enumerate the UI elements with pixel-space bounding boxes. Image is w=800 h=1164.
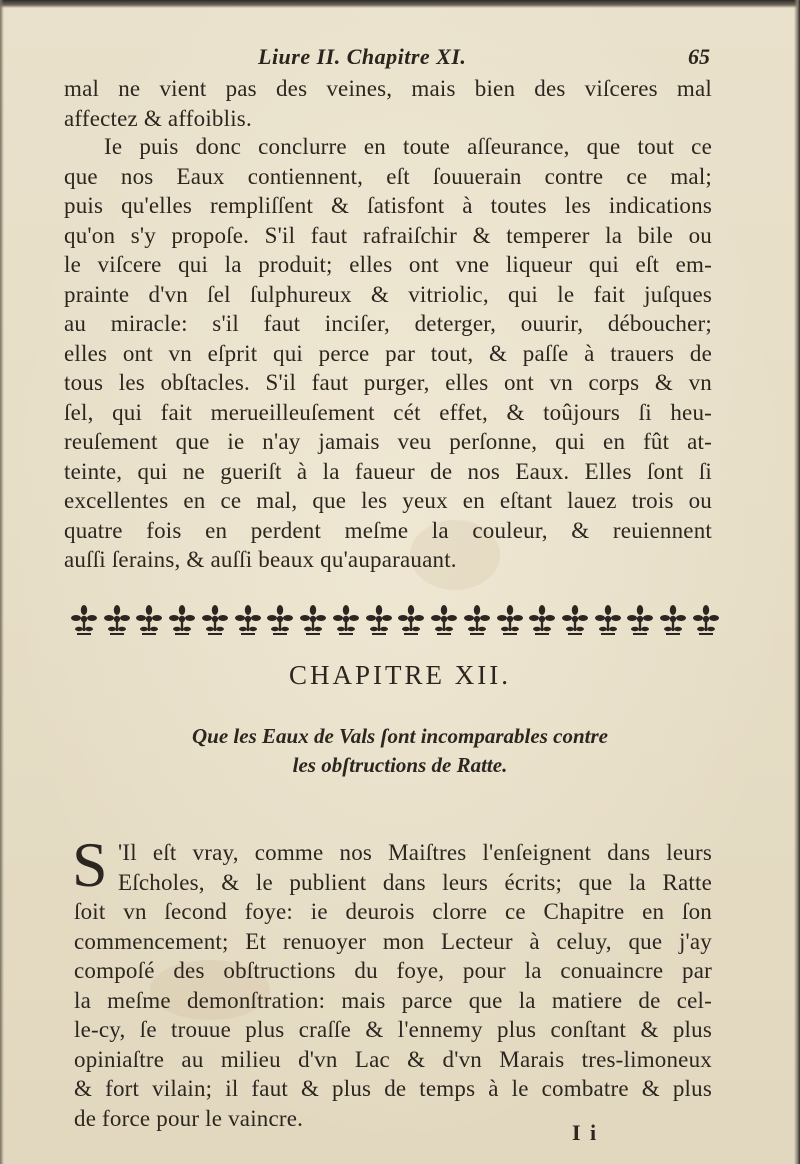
text-line: auſſi ſerains, & auſſi beaux qu'auparauant. — [64, 547, 457, 572]
fleuron-icon — [299, 604, 327, 636]
text-line: commencement; Et renuoyer mon Lecteur à celuy, que j'ay — [74, 928, 712, 954]
page-number: 65 — [688, 44, 710, 69]
fleuron-icon — [626, 604, 654, 636]
text-line: quatre fois en perdent meſme la couleur, & reuiennent — [64, 517, 712, 543]
text-line: 'Il eſt vray, comme nos Maiſtres l'enſeignent dans leurs — [118, 840, 712, 865]
chapter-subtitle-line: les obſtructions de Ratte. — [292, 753, 508, 777]
fleuron-icon — [659, 604, 687, 636]
text-line: que nos Eaux contiennent, eſt ſouuerain contre ce mal; — [64, 163, 712, 189]
paragraph — [64, 132, 712, 575]
drop-cap: S — [72, 829, 108, 900]
text-line: qu'on s'y propoſe. S'il faut rafraiſchir & temperer la bile ou — [64, 222, 712, 248]
text-line: compoſé des obſtructions du foye, pour la conuaincre par — [74, 958, 712, 983]
fleuron-icon — [266, 604, 294, 636]
text-line: opiniaſtre au milieu d'vn Lac & d'vn Marais tres-limoneux — [74, 1046, 712, 1072]
fleuron-icon — [70, 604, 98, 636]
chapter-paragraph — [72, 829, 712, 1133]
fleuron-icon — [430, 604, 458, 636]
fleuron-icon — [692, 604, 720, 636]
text-line: puis qu'elles rempliſſent & ſatisfont à toutes les indications — [64, 193, 712, 218]
fleuron-icon — [528, 604, 556, 636]
text-line: mal ne vient pas des veines, mais bien des viſceres mal — [64, 76, 712, 101]
chapter-subtitle-line: Que les Eaux de Vals ſont incomparables contre — [192, 724, 608, 748]
text-line: & fort vilain; il faut & plus de temps à le combatre & plus — [74, 1076, 712, 1101]
continuation-text — [64, 74, 712, 133]
page-shadow-right — [794, 0, 800, 1164]
fleuron-icon — [234, 604, 262, 636]
text-line: reuſement que ie n'ay jamais veu perſonne, qui en fût at- — [64, 429, 712, 454]
text-line: le viſcere qui la produit; elles ont vne liqueur qui eſt em- — [64, 252, 712, 277]
text-line: ſel, qui fait merueilleuſement cét effet, & toûjours ſi heu- — [64, 399, 712, 425]
text-line: elles ont vn eſprit qui perce par tout, & paſſe à trauers de — [64, 340, 712, 366]
text-line: tous les obſtacles. S'il faut purger, elles ont vn corps & vn — [64, 370, 712, 395]
text-line: au miracle: s'il faut inciſer, deterger, ouurir, déboucher; — [64, 311, 712, 336]
signature-mark: I i — [572, 1120, 599, 1145]
chapter-subtitle — [0, 722, 800, 780]
text-line: la meſme demonſtration: mais parce que la matiere de cel- — [74, 987, 712, 1013]
fleuron-band — [70, 600, 720, 640]
fleuron-icon — [463, 604, 491, 636]
fleuron-icon — [135, 604, 163, 636]
page-shadow-left — [0, 0, 4, 1164]
fleuron-icon — [103, 604, 131, 636]
running-head: Liure II. Chapitre XI. — [258, 44, 467, 69]
fleuron-icon — [201, 604, 229, 636]
text-line: Eſcholes, & le publient dans leurs écrits; que la Ratte — [118, 869, 712, 895]
text-line: Ie puis donc conclurre en toute aſſeurance, que tout ce — [104, 134, 712, 159]
text-line: prainte d'vn ſel ſulphureux & vitriolic, qui le fait juſques — [64, 281, 712, 307]
fleuron-icon — [594, 604, 622, 636]
fleuron-icon — [561, 604, 589, 636]
fleuron-icon — [332, 604, 360, 636]
text-line: le-cy, ſe trouue plus craſſe & l'ennemy plus conſtant & plus — [74, 1017, 712, 1042]
fleuron-icon — [397, 604, 425, 636]
text-line: teinte, qui ne gueriſt à la faueur de nos Eaux. Elles ſont ſi — [64, 458, 712, 484]
fleuron-icon — [168, 604, 196, 636]
page-shadow-top — [0, 0, 800, 8]
chapter-title: CHAPITRE XII. — [289, 660, 511, 690]
text-line: excellentes en ce mal, que les yeux en eſtant lauez trois ou — [64, 488, 712, 513]
text-line: affectez & affoiblis. — [64, 105, 252, 131]
fleuron-icon — [365, 604, 393, 636]
fleuron-icon — [496, 604, 524, 636]
text-line: ſoit vn ſecond foye: ie deurois clorre ce Chapitre en ſon — [74, 899, 712, 924]
text-line: de force pour le vaincre. — [74, 1105, 304, 1131]
